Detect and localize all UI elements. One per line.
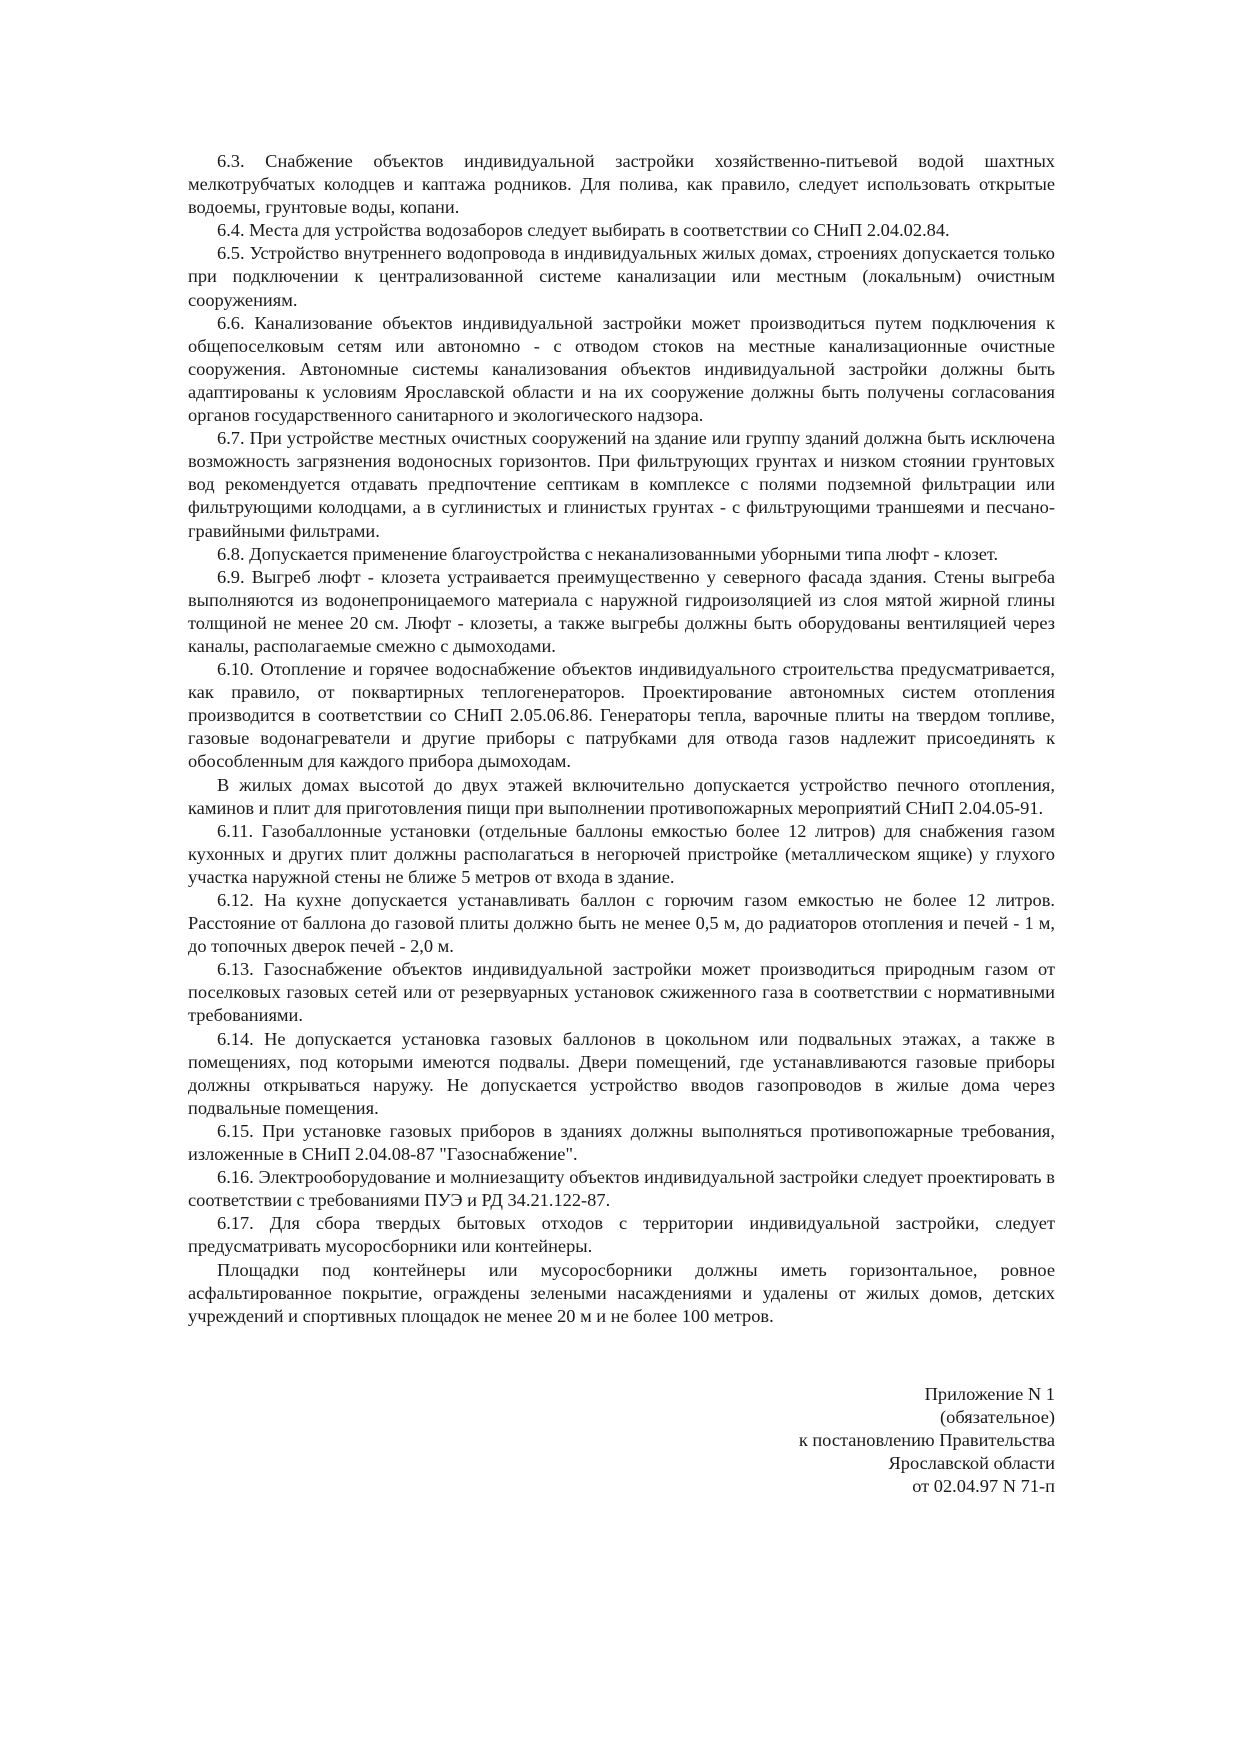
appendix-region: Ярославской области — [888, 1453, 1055, 1474]
paragraph-6-3: 6.3. Снабжение объектов индивидуальной застройки хозяйственно-питьевой водой шахтных мелкотрубчатых колодцев и каптажа родников. Для полива, как правило, следует использовать открытые водоемы, грунтовые воды, копани. — [188, 151, 1055, 218]
document-body — [188, 150, 1055, 1328]
paragraph-6-15: 6.15. При установке газовых приборов в зданиях должны выполняться противопожарные требования, изложенные в СНиП 2.04.08-87 "Газоснабжение". — [188, 1120, 1055, 1165]
paragraph-6-17-sites: Площадки под контейнеры или мусоросборники должны иметь горизонтальное, ровное асфальтированное покрытие, ограждены зелеными насаждениями и удалены от жилых домов, детских учреждений и спортивных площадок не менее 20 м и не более 100 метров. — [188, 1259, 1055, 1326]
paragraph-6-7: 6.7. При устройстве местных очистных сооружений на здание или группу зданий должна быть исключена возможность загрязнения водоносных горизонтов. При фильтрующих грунтах и низком стоянии грунтовых вод рекомендуется отдавать предпочтение септикам в комплексе с полями подземной фильтрации или фильтрующими колодцами, а в суглинистых и глинистых грунтах - с фильтрующими траншеями и песчано-гравийными фильтрами. — [188, 428, 1055, 541]
appendix-reference: к постановлению Правительства — [798, 1429, 1055, 1450]
paragraph-6-9: 6.9. Выгреб люфт - клозета устраивается преимущественно у северного фасада здания. Стены выгреба выполняются из водонепроницаемого материала с наружной гидроизоляцией из слоя мятой жирной глины толщиной не менее 20 см. Люфт - клозеты, а также выгребы должны быть оборудованы вентиляцией через каналы, располагаемые смежно с дымоходами. — [188, 566, 1055, 656]
paragraph-6-13: 6.13. Газоснабжение объектов индивидуальной застройки может производиться природным газом от поселковых газовых сетей или от резервуарных установок сжиженного газа в соответствии с нормативными требованиями. — [188, 959, 1055, 1026]
paragraph-6-17: 6.17. Для сбора твердых бытовых отходов с территории индивидуальной застройки, следует предусматривать мусоросборники или контейнеры. — [188, 1213, 1055, 1257]
paragraph-6-10-stoves: В жилых домах высотой до двух этажей включительно допускается устройство печного отопления, каминов и плит для приготовления пищи при выполнении противопожарных мероприятий СНиП 2.04.05-91. — [188, 774, 1055, 818]
appendix-status: (обязательное) — [940, 1406, 1055, 1427]
paragraph-6-12: 6.12. На кухне допускается устанавливать баллон с горючим газом емкостью не более 12 литров. Расстояние от баллона до газовой плиты должно быть не менее 0,5 м, до радиаторов отопления и печей - 1 м, до топочных дверок печей - 2,0 м. — [188, 890, 1055, 957]
document-page — [188, 150, 1055, 1498]
appendix-header — [188, 1383, 1055, 1498]
paragraph-6-4: 6.4. Места для устройства водозаборов следует выбирать в соответствии со СНиП 2.04.02.84. — [217, 220, 950, 241]
paragraph-6-6: 6.6. Канализование объектов индивидуальной застройки может производиться путем подключения к общепоселковым сетям или автономно - с отводом стоков на местные канализационные очистные сооружения. Автономные системы канализования объектов индивидуальной застройки должны быть адаптированы к условиям Ярославской области и на их сооружение должны быть получены согласования органов государственного санитарного и экологического надзора. — [188, 312, 1055, 426]
paragraph-6-11: 6.11. Газобаллонные установки (отдельные баллоны емкостью более 12 литров) для снабжения газом кухонных и других плит должны располагаться в негорючей пристройке (металлическом ящике) у глухого участка наружной стены не ближе 5 метров от входа в здание. — [188, 820, 1055, 887]
paragraph-6-8: 6.8. Допускается применение благоустройства с неканализованными уборными типа люфт - клозет. — [217, 543, 999, 564]
appendix-date-number: от 02.04.97 N 71-п — [912, 1476, 1055, 1497]
paragraph-6-10: 6.10. Отопление и горячее водоснабжение объектов индивидуального строительства предусматривается, как правило, от поквартирных теплогенераторов. Проектирование автономных систем отопления производится в соответствии со СНиП 2.05.06.86. Генераторы тепла, варочные плиты на твердом топливе, газовые водонагреватели и другие приборы с патрубками для отвода газов надлежит присоединять к обособленным для каждого прибора дымоходам. — [188, 659, 1055, 772]
paragraph-6-16: 6.16. Электрооборудование и молниезащиту объектов индивидуальной застройки следует проектировать в соответствии с требованиями ПУЭ и РД 34.21.122-87. — [188, 1167, 1055, 1211]
paragraph-6-5: 6.5. Устройство внутреннего водопровода в индивидуальных жилых домах, строениях допускается только при подключении к централизованной системе канализации или местным (локальным) очистным сооружениям. — [188, 243, 1055, 310]
appendix-title: Приложение N 1 — [924, 1383, 1055, 1404]
paragraph-6-14: 6.14. Не допускается установка газовых баллонов в цокольном или подвальных этажах, а также в помещениях, под которыми имеются подвалы. Двери помещений, где устанавливаются газовые приборы должны открываться наружу. Не допускается устройство вводов газопроводов в жилые дома через подвальные помещения. — [188, 1028, 1055, 1118]
